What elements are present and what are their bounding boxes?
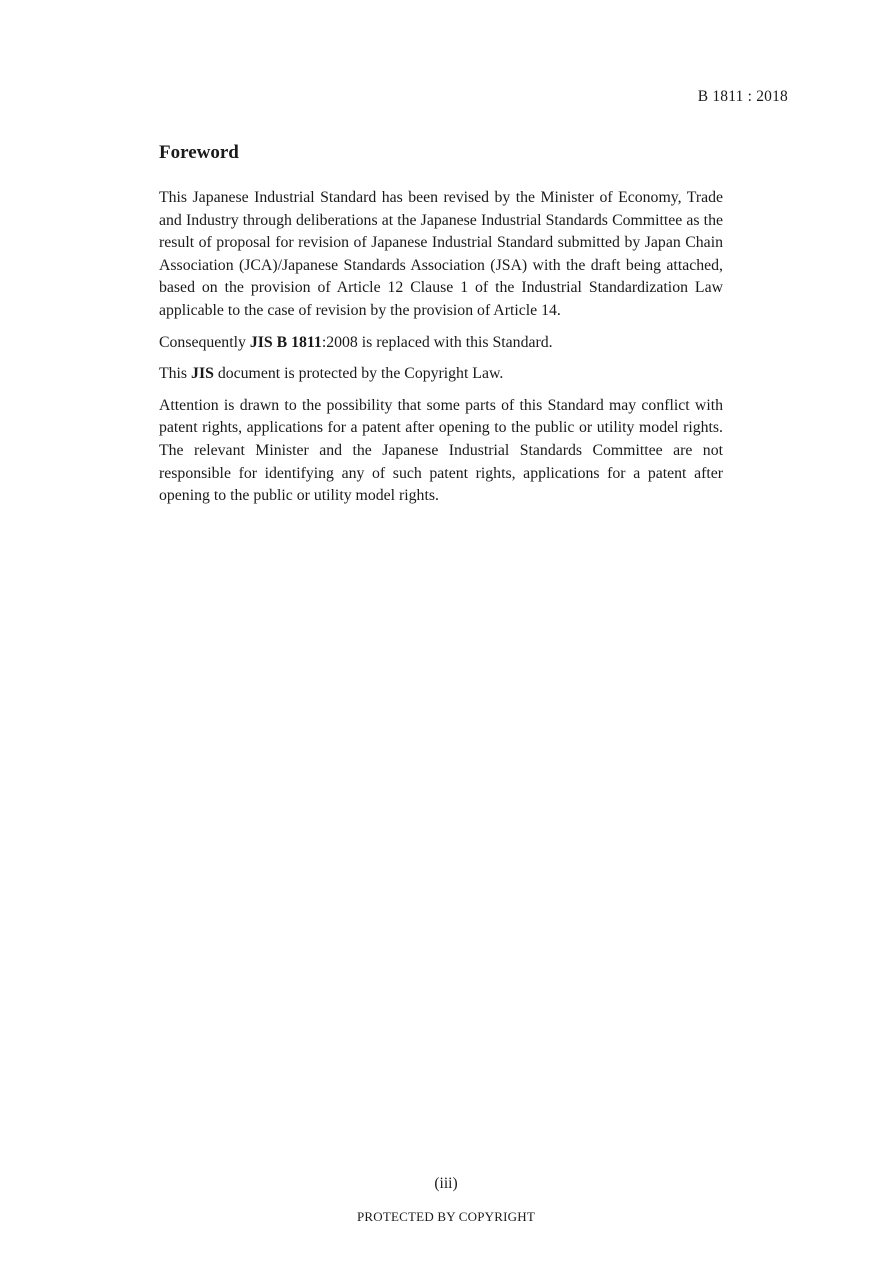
- copyright-notice: PROTECTED BY COPYRIGHT: [357, 1209, 535, 1224]
- foreword-body: [159, 187, 723, 517]
- jis-ref: JIS: [191, 365, 214, 383]
- foreword-paragraph-patent: Attention is drawn to the possibility that some parts of this Standard may conflict with patent rights, applications for a patent after opening to the public or utility model rights. The relevant Minister and the Japanese Industrial Standards Committee are not responsible for identifying any of such patent rights, applications for a patent after opening to the public or utility model rights.: [159, 396, 723, 505]
- replaced-standard-ref: JIS B 1811: [249, 333, 322, 351]
- foreword-heading: Foreword: [159, 142, 239, 163]
- page-number: (iii): [434, 1175, 458, 1192]
- foreword-paragraph-copyright: [159, 363, 723, 386]
- replacement-prefix: Consequently: [159, 333, 250, 351]
- standard-number: B 1811 : 2018: [697, 88, 788, 105]
- replacement-suffix: :2008 is replaced with this Standard.: [321, 333, 553, 351]
- copyright-prefix: This: [159, 365, 192, 383]
- copyright-suffix: document is protected by the Copyright Law.: [213, 365, 504, 383]
- foreword-paragraph-replacement: [159, 332, 723, 355]
- foreword-paragraph-revision: This Japanese Industrial Standard has been revised by the Minister of Economy, Trade and Industry through deliberations at the Japanese Industrial Standards Committee as the result of proposal for revision of Japanese Industrial Standard submitted by Japan Chain Association (JCA)/Japanese Standards Association (JSA) with the draft being attached, based on the provision of Article 12 Clause 1 of the Industrial Standardization Law applicable to the case of revision by the provision of Article 14.: [159, 189, 723, 319]
